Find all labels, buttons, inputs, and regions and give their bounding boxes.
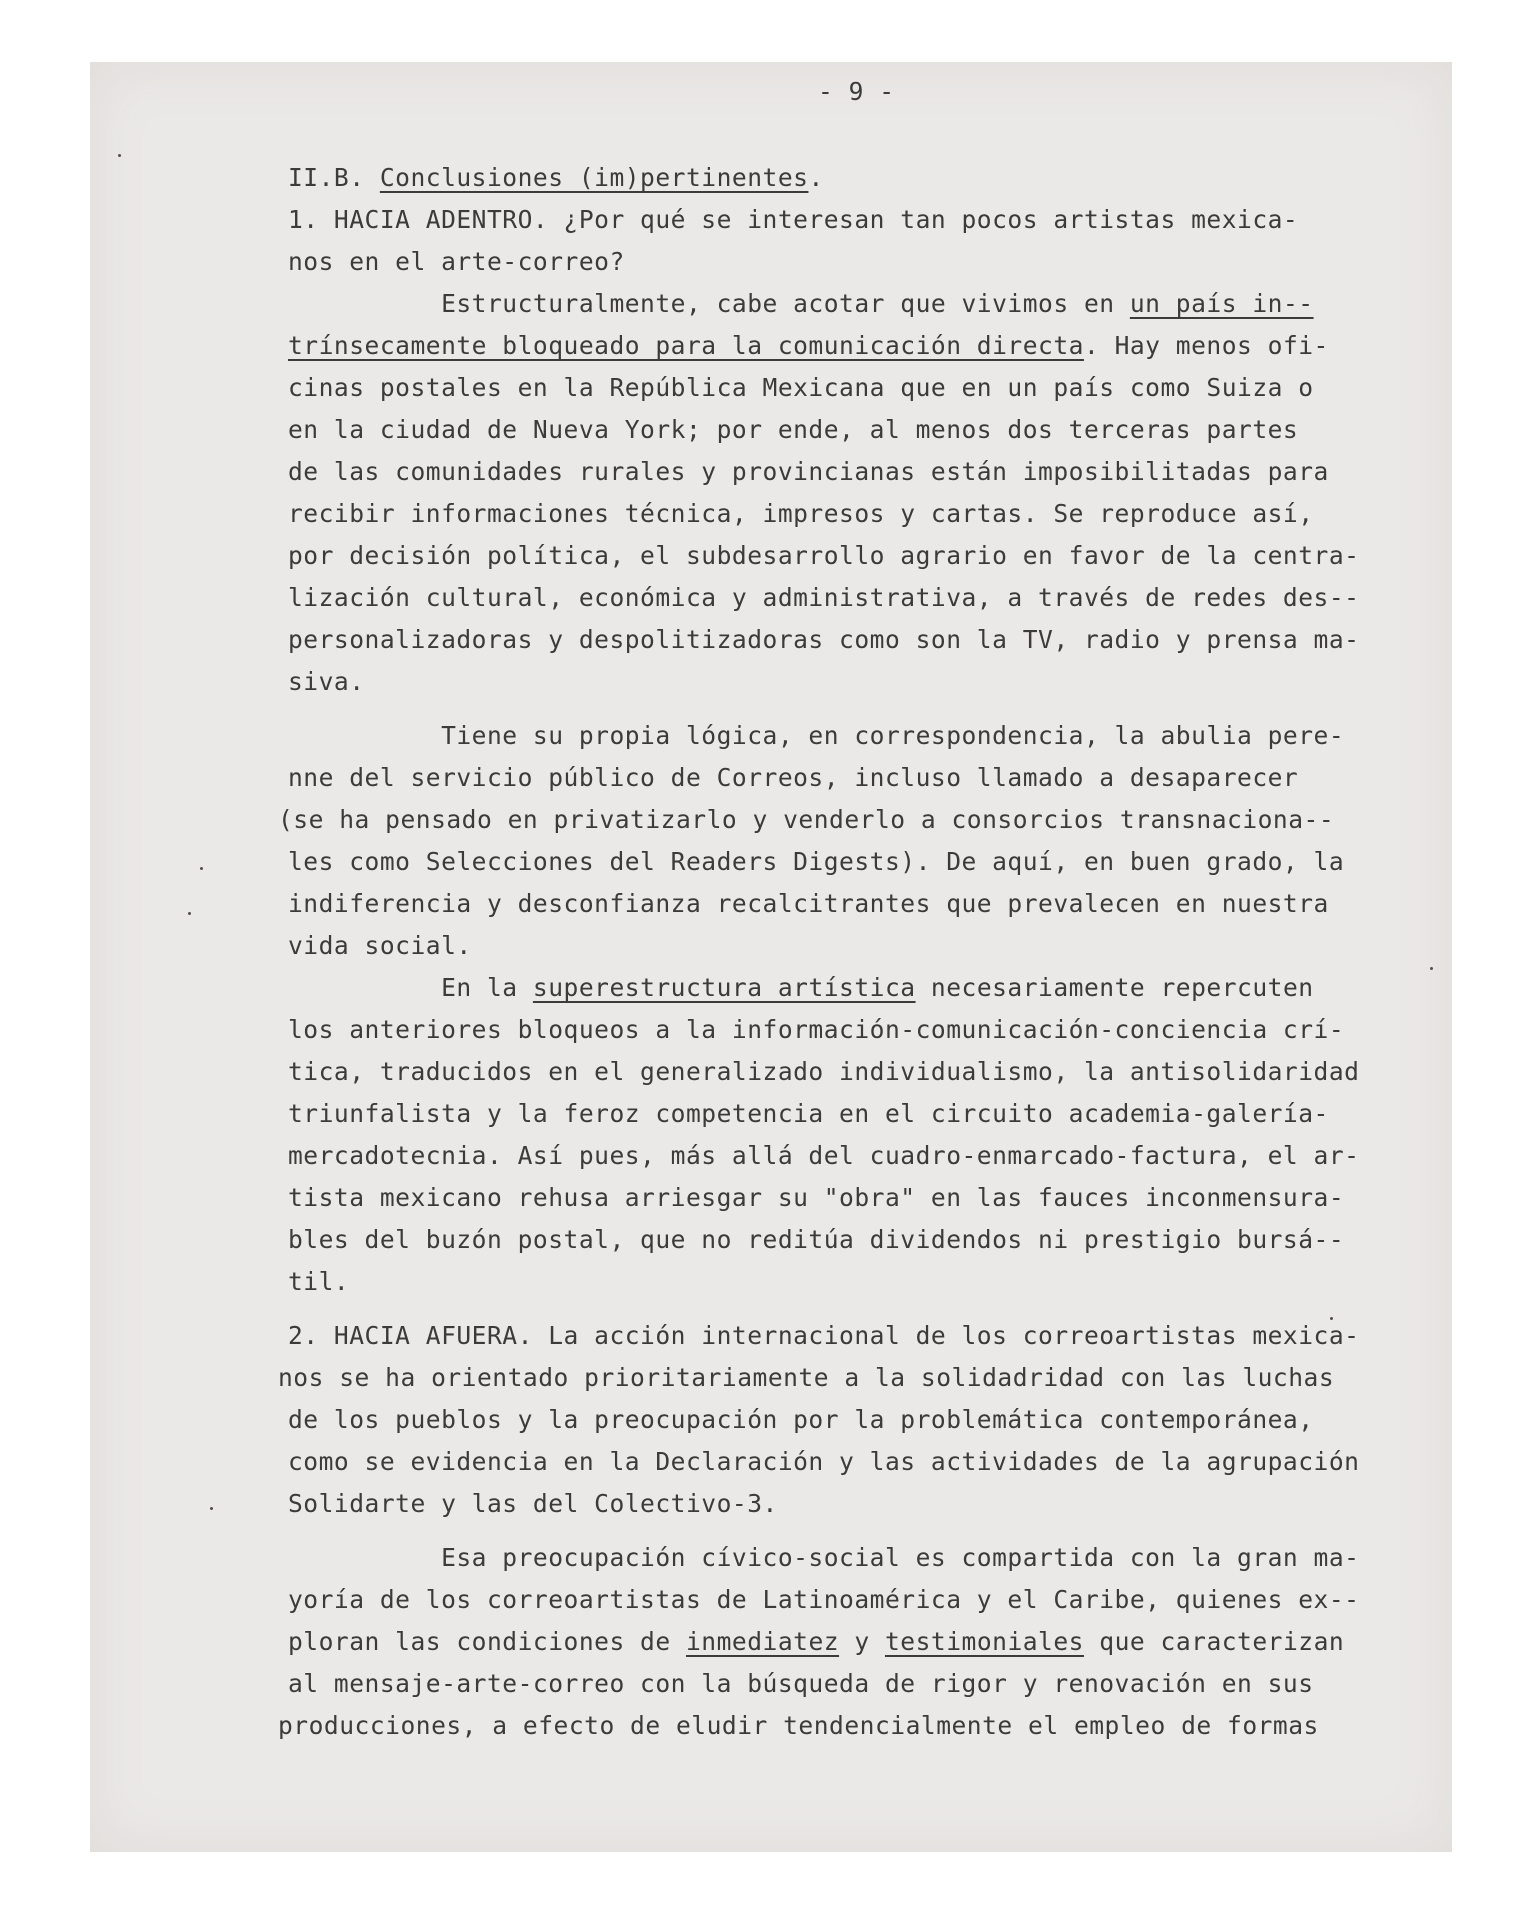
text-line [288,328,1329,364]
text-line [288,1054,1359,1090]
text-segment: til. [288,1267,350,1296]
text-line [288,970,1314,1006]
text-line [288,580,1359,616]
text-line [278,802,1334,838]
text-segment: nos en el arte-correo? [288,247,625,276]
heading-suffix: . [808,163,824,192]
page-number: - 9 - [818,77,895,106]
text-segment: 2. HACIA AFUERA. La acción internacional de los correoartistas mexica- [288,1321,1360,1350]
heading-prefix: II.B. [288,163,380,192]
text-line [288,1222,1344,1258]
text-segment: en la ciudad de Nueva York; por ende, al menos dos terceras partes [288,415,1299,444]
text-segment: nos se ha orientado prioritariamente a la solidadridad con las luchas [278,1363,1335,1392]
text-segment: Tiene su propia lógica, en correspondencia, la abulia pere- [288,721,1345,750]
text-line [288,454,1329,490]
text-segment: indiferencia y desconfianza recalcitrantes que prevalecen en nuestra [288,889,1329,918]
text-segment: de los pueblos y la preocupación por la problemática contemporánea, [288,1405,1314,1434]
text-line [288,718,1344,754]
text-line [288,496,1314,532]
text-line [288,1138,1359,1174]
text-line [288,538,1359,574]
text-segment: mercadotecnia. Así pues, más allá del cuadro-enmarcado-factura, el ar- [288,1141,1360,1170]
text-segment: Esa preocupación cívico-social es compartida con la gran ma- [288,1543,1360,1572]
text-segment: como se evidencia en la Declaración y las actividades de la agrupación [288,1447,1360,1476]
text-line [288,1096,1329,1132]
text-segment: En la [288,973,533,1002]
scan-speck [200,867,203,870]
text-segment: Solidarte y las del Colectivo-3. [288,1489,778,1518]
underlined-text: inmediatez [685,1627,840,1656]
text-segment: Estructuralmente, cabe acotar que vivimos en [288,289,1130,318]
text-segment: por decisión política, el subdesarrollo agrario en favor de la centra- [288,541,1360,570]
text-segment: vida social. [288,931,472,960]
text-line [288,370,1314,406]
text-segment: tista mexicano rehusa arriesgar su "obra" en las fauces inconmensura- [288,1183,1345,1212]
text-segment: cinas postales en la República Mexicana que en un país como Suiza o [288,373,1314,402]
text-segment: tica, traducidos en el generalizado individualismo, la antisolidaridad [288,1057,1360,1086]
text-segment: triunfalista y la feroz competencia en el circuito academia-galería- [288,1099,1329,1128]
text-segment: siva. [288,667,365,696]
text-line [288,286,1314,322]
underlined-text: superestructura artística [532,973,916,1002]
text-segment: (se ha pensado en privatizarlo y venderlo a consorcios transnaciona-- [278,805,1335,834]
text-segment: al mensaje-arte-correo con la búsqueda de rigor y renovación en sus [288,1669,1314,1698]
text-line [288,928,472,964]
text-line [288,886,1329,922]
text-line [288,844,1344,880]
heading-title: Conclusiones (im)pertinentes [379,163,809,192]
text-line [288,244,625,280]
text-line [288,622,1359,658]
text-segment: les como Selecciones del Readers Digests). De aquí, en buen grado, la [288,847,1345,876]
text-line [278,1708,1319,1744]
text-segment: bles del buzón postal, que no reditúa dividendos ni prestigio bursá-- [288,1225,1345,1254]
text-line [288,664,365,700]
section-heading [288,160,824,196]
text-line [288,1444,1359,1480]
scan-speck [210,1507,213,1510]
text-line [288,1486,778,1522]
underlined-text: testimoniales [884,1627,1084,1656]
underlined-text: un país in-- [1129,289,1314,318]
text-line [288,412,1298,448]
text-segment: . Hay menos ofi- [1083,331,1329,360]
text-segment: y [839,1627,885,1656]
text-segment: 1. HACIA ADENTRO. ¿Por qué se interesan tan pocos artistas mexica- [288,205,1299,234]
text-segment: los anteriores bloqueos a la información-comunicación-conciencia crí- [288,1015,1345,1044]
text-line [288,1402,1314,1438]
text-segment: lización cultural, económica y administrativa, a través de redes des-- [288,583,1360,612]
text-segment: necesariamente repercuten [915,973,1314,1002]
text-line [288,1012,1344,1048]
text-segment: de las comunidades rurales y provincianas están imposibilitadas para [288,457,1329,486]
text-line [288,1318,1359,1354]
text-segment: personalizadoras y despolitizadoras como son la TV, radio y prensa ma- [288,625,1360,654]
text-line [288,1624,1344,1660]
text-segment: nne del servicio público de Correos, incluso llamado a desaparecer [288,763,1299,792]
text-segment: recibir informaciones técnica, impresos y cartas. Se reproduce así, [288,499,1314,528]
text-segment: ploran las condiciones de [288,1627,686,1656]
underlined-text: trínsecamente bloqueado para la comunicación directa [288,331,1084,360]
text-line [288,202,1298,238]
text-line [288,1264,349,1300]
text-line [288,1666,1314,1702]
scan-speck [118,154,121,157]
text-segment: producciones, a efecto de eludir tendencialmente el empleo de formas [278,1711,1319,1740]
text-line [288,760,1298,796]
text-line [278,1360,1334,1396]
text-line [288,1582,1359,1618]
scan-speck [188,912,191,915]
scan-speck [1430,967,1433,970]
scanned-page [90,62,1452,1852]
text-line [288,1180,1344,1216]
text-segment: yoría de los correoartistas de Latinoamérica y el Caribe, quienes ex-- [288,1585,1360,1614]
text-line [288,1540,1359,1576]
typewritten-text [278,62,1452,1740]
text-segment: que caracterizan [1083,1627,1345,1656]
